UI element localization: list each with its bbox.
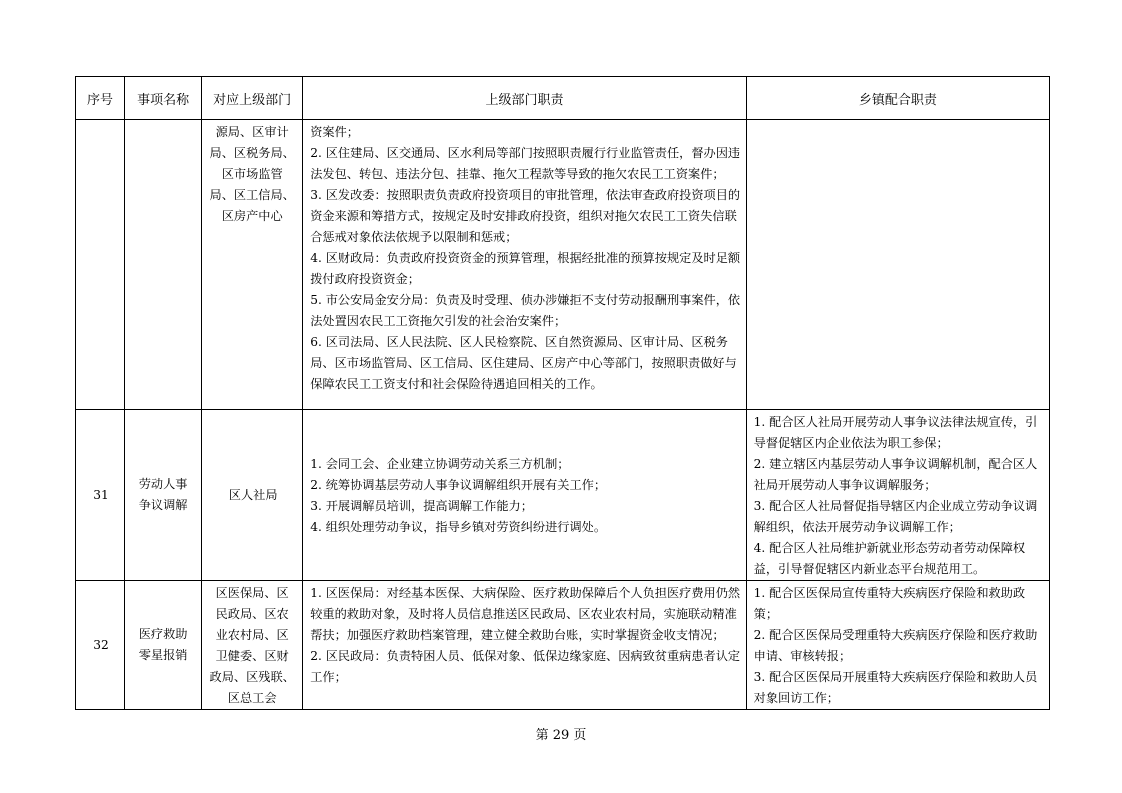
cell-no — [76, 120, 125, 410]
cell-name — [125, 581, 202, 710]
dept-line: 民政局、区农 — [215, 607, 289, 621]
dept-line: 区总工会 — [227, 691, 277, 705]
dept-line: 业农村局、区 — [215, 628, 289, 642]
item-name-line: 零星报销 — [138, 648, 188, 662]
dept-line: 源局、区审计 — [215, 125, 289, 139]
dept-line: 区房产中心 — [221, 209, 283, 223]
duty-item: 2. 区民政局：负责特困人员、低保对象、低保边缘家庭、因病致贫重病患者认定工作； — [310, 649, 741, 684]
cell-upper-duty — [303, 120, 746, 410]
page-number: 第 29 页 — [535, 728, 587, 743]
header-no: 序号 — [76, 77, 125, 120]
duty-table — [75, 76, 1050, 710]
duty-item: 资案件； — [310, 125, 359, 139]
dept-line: 局、区工信局、 — [209, 188, 295, 202]
dept-line: 区人社局 — [228, 488, 278, 502]
item-name-line: 医疗救助 — [138, 627, 188, 641]
header-item-name: 事项名称 — [125, 77, 202, 120]
duty-item: 1. 区医保局：对经基本医保、大病保险、医疗救助保障后个人负担医疗费用仍然较重的救助对象，及时将人员信息推送区民政局、区农业农村局，实施联动精准帮扶；加强医疗救助档案管理，建立健全救助台账，实时掌握资金收支情况； — [310, 586, 741, 642]
dept-line: 卫健委、区财 — [215, 649, 289, 663]
cell-upper-duty — [303, 581, 746, 710]
duty-item: 2. 区住建局、区交通局、区水利局等部门按照职责履行行业监管责任，督办因违法发包、转包、违法分包、挂靠、拖欠工程款等导致的拖欠农民工工资案件； — [310, 146, 741, 181]
town-duty-item: 4. 配合区人社局维护新就业形态劳动者劳动保障权益，引导督促辖区内新业态平台规范用工。 — [753, 541, 1026, 576]
cell-name — [125, 410, 202, 581]
cell-town-duty — [746, 410, 1049, 581]
cell-upper-duty — [303, 410, 746, 581]
town-duty-item: 1. 配合区人社局开展劳动人事争议法律法规宣传，引导督促辖区内企业依法为职工参保； — [753, 415, 1038, 450]
item-name-line: 争议调解 — [138, 498, 188, 512]
town-duty-item: 2. 配合区医保局受理重特大疾病医疗保险和医疗救助申请、审核转报； — [753, 628, 1038, 663]
cell-dept — [202, 581, 303, 710]
item-name-line: 劳动人事 — [138, 477, 188, 491]
cell-no — [76, 581, 125, 710]
cell-name — [125, 120, 202, 410]
cell-no — [76, 410, 125, 581]
duty-item: 5. 市公安局金安分局：负责及时受理、侦办涉嫌拒不支付劳动报酬刑事案件，依法处置因农民工工资拖欠引发的社会治安案件； — [310, 293, 741, 328]
cell-town-duty — [746, 120, 1049, 410]
table-row — [76, 581, 1050, 710]
town-duty-item: 3. 配合区人社局督促指导辖区内企业成立劳动争议调解组织，依法开展劳动争议调解工作； — [753, 499, 1038, 534]
duty-item: 2. 统筹协调基层劳动人事争议调解组织开展有关工作； — [310, 478, 607, 492]
town-duty-item: 3. 配合区医保局开展重特大疾病医疗保险和救助人员对象回访工作； — [753, 670, 1038, 705]
header-department: 对应上级部门 — [202, 77, 303, 120]
header-row — [76, 77, 1050, 120]
table-row — [76, 410, 1050, 581]
duty-item: 4. 组织处理劳动争议，指导乡镇对劳资纠纷进行调处。 — [310, 520, 607, 534]
duty-item: 4. 区财政局：负责政府投资资金的预算管理，根据经批准的预算按规定及时足额拨付政府投资资金； — [310, 251, 741, 286]
row-number: 31 — [93, 488, 109, 502]
table-row — [76, 120, 1050, 410]
duty-item: 6. 区司法局、区人民法院、区人民检察院、区自然资源局、区审计局、区税务局、区市场监管局、区工信局、区住建局、区房产中心等部门，按照职责做好与保障农民工工资支付和社会保险待遇追回相关的工作。 — [310, 335, 737, 391]
cell-town-duty — [746, 581, 1049, 710]
dept-line: 政局、区残联、 — [209, 670, 295, 684]
duty-item: 1. 会同工会、企业建立协调劳动关系三方机制； — [310, 457, 570, 471]
town-duty-item: 1. 配合区医保局宣传重特大疾病医疗保险和救助政策； — [753, 586, 1026, 621]
dept-line: 区市场监管 — [221, 167, 283, 181]
duty-item: 3. 开展调解员培训，提高调解工作能力； — [310, 499, 533, 513]
header-upper-duty: 上级部门职责 — [303, 77, 746, 120]
dept-line: 区医保局、区 — [215, 586, 289, 600]
duty-item: 3. 区发改委：按照职责负责政府投资项目的审批管理，依法审查政府投资项目的资金来源和筹措方式，按规定及时安排政府投资，组织对拖欠农民工工资失信联合惩戒对象依法依规予以限制和惩戒； — [310, 188, 741, 244]
header-town-duty: 乡镇配合职责 — [746, 77, 1049, 120]
dept-line: 局、区税务局、 — [209, 146, 295, 160]
cell-dept — [202, 410, 303, 581]
row-number: 32 — [93, 638, 109, 652]
cell-dept — [202, 120, 303, 410]
town-duty-item: 2. 建立辖区内基层劳动人事争议调解机制，配合区人社局开展劳动人事争议调解服务； — [753, 457, 1038, 492]
